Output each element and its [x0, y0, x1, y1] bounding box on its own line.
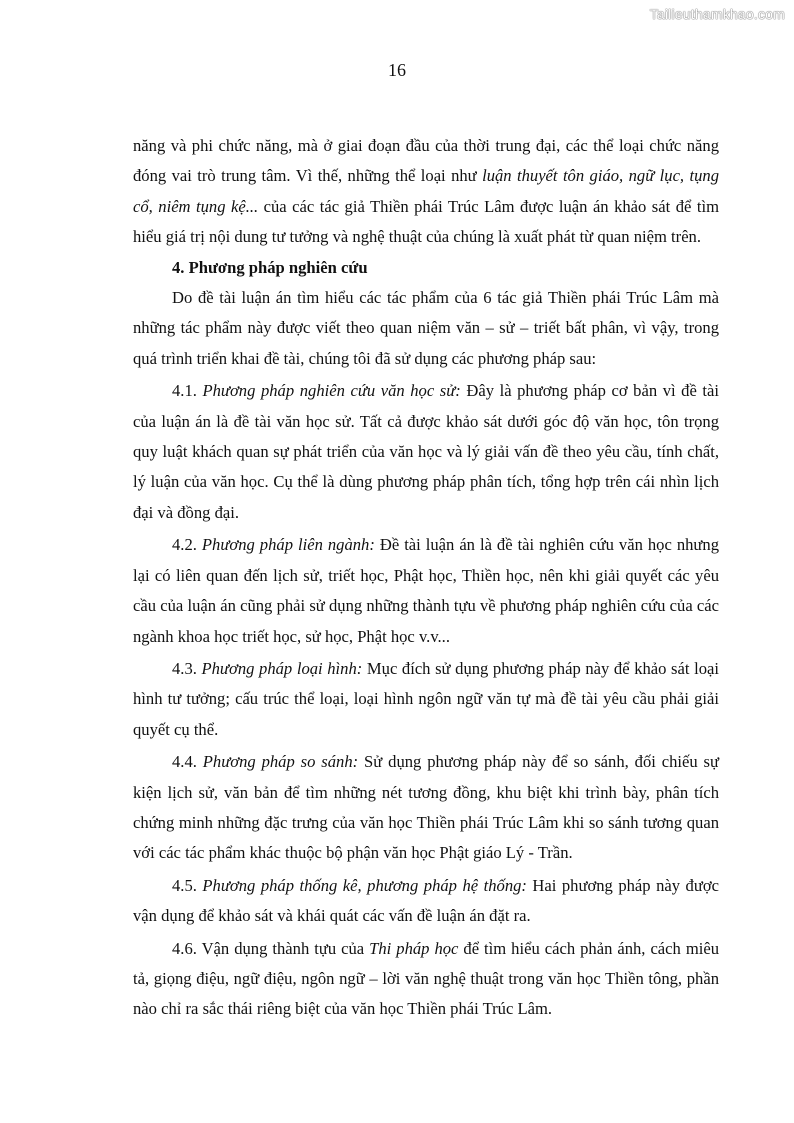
method-title: Phương pháp loại hình: [201, 658, 363, 678]
method-number: 4.2. [172, 535, 202, 555]
intro-genres-italic: luận thuyết tôn giáo, ngữ lục, tụng cổ, niêm tụng kệ... [133, 166, 719, 216]
section-lead-paragraph: Do đề tài luận án tìm hiểu các tác phẩm của 6 tác giả Thiền phái Trúc Lâm mà những tác phẩm này được viết theo quan niệm văn – sử – triết bất phân, vì vậy, trong quá trình triển khai đề tài, chúng tôi đã sử dụng các phương pháp sau: [133, 288, 719, 368]
method-paragraph-4-6 [133, 934, 719, 1025]
method-body: Sử dụng phương pháp này để so sánh, đối chiếu sự kiện lịch sử, văn bản để tìm những nét tương đồng, khu biệt khi trình bày, phân tích chứng minh những đặc trưng của văn học Thiền phái Trúc Lâm khi so sánh tương quan với các tác phẩm khác thuộc bộ phận văn học Phật giáo Lý - Trần. [133, 752, 719, 863]
method-body: Hai phương pháp này được vận dụng để khảo sát và khái quát các vấn đề luận án đặt ra. [133, 875, 719, 926]
method-number: 4.5. [172, 875, 203, 895]
method-number: 4.3. [172, 658, 202, 678]
method-paragraph-4-2 [133, 530, 719, 652]
method-paragraph-4-3 [133, 654, 719, 745]
method-title: Phương pháp so sánh: [202, 752, 359, 772]
method-body: Mục đích sử dụng phương pháp này để khảo sát loại hình tư tưởng; cấu trúc thể loại, loại hình ngôn ngữ văn tự mà đề tài yêu cầu phải giải quyết cụ thể. [133, 658, 719, 739]
method-body: Đề tài luận án là đề tài nghiên cứu văn học nhưng lại có liên quan đến lịch sử, triết học, Phật học, Thiền học, nên khi giải quyết các yêu cầu của luận án cũng phải sử dụng những thành tựu về phương pháp nghiên cứu của các ngành khoa học triết học, sử học, Phật học v.v... [133, 535, 720, 646]
method-paragraph-4-1 [133, 376, 719, 528]
method-text-b: để tìm hiểu cách phản ánh, cách miêu tả, giọng điệu, ngữ điệu, ngôn ngữ – lời văn nghệ thuật trong văn học Thiền tông, phần nào chỉ ra sắc thái riêng biệt của văn học Thiền phái Trúc Lâm. [133, 938, 720, 1019]
method-title: Phương pháp thống kê, phương pháp hệ thống: [202, 875, 527, 895]
page-number: 16 [388, 60, 406, 80]
method-poetics-italic: Thi pháp học [369, 938, 459, 958]
method-body: Đây là phương pháp cơ bản vì đề tài của luận án là đề tài văn học sử. Tất cả được khảo sát dưới góc độ văn học, tôn trọng quy luật khách quan sự phát triển của văn học và lý giải vấn đề theo yêu cầu, tính chất, lý luận của văn học. Cụ thể là dùng phương pháp phân tích, tổng hợp trên cái nhìn lịch đại và đồng đại. [133, 381, 719, 522]
method-title: Phương pháp nghiên cứu văn học sử: [202, 381, 461, 401]
method-number: 4.4. [172, 752, 203, 772]
watermark: Tailieuthamkhao.com [649, 6, 785, 22]
method-text-a: 4.6. Vận dụng thành tựu của [172, 938, 370, 958]
intro-paragraph [133, 131, 719, 253]
method-paragraph-4-5 [133, 871, 719, 932]
intro-text-a: năng và phi chức năng, mà ở giai đoạn đầu của thời trung đại, các thể loại chức năng đóng vai trò trung tâm. Vì thế, những thể loại như [133, 136, 719, 186]
method-paragraph-4-4 [133, 747, 719, 869]
method-number: 4.1. [172, 381, 203, 401]
intro-text-b: của các tác giả Thiền phái Trúc Lâm được luận án khảo sát để tìm hiểu giá trị nội dung tư tưởng và nghệ thuật của chúng là xuất phát từ quan niệm trên. [133, 196, 719, 247]
method-title: Phương pháp liên ngành: [201, 535, 375, 555]
document-body [133, 131, 719, 1025]
section-heading: 4. Phương pháp nghiên cứu [172, 257, 368, 277]
